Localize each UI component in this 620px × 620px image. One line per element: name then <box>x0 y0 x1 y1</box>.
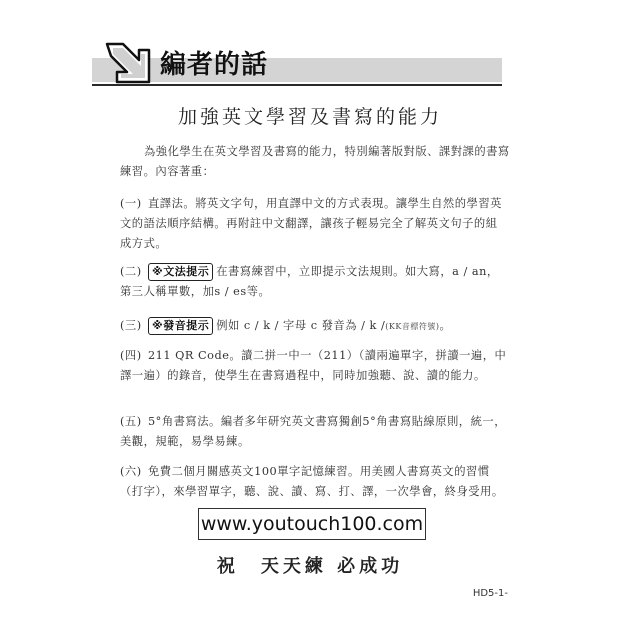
intro-paragraph: 為強化學生在英文學習及書寫的能力，特別編著版對版、課對課的書寫練習。內容著重： <box>120 145 510 178</box>
item-text: 211 QR Code。讀二拼一中一（211）（讀兩遍單字，拼讀一遍，中譯一遍）的錄音，使學生在書寫過程中，同時加強聽、說、讀的能力。 <box>120 349 507 382</box>
list-item <box>120 346 508 386</box>
website-url: www.youtouch100.com <box>198 508 426 540</box>
item-number: (五) <box>120 415 142 428</box>
item-text: 免費二個月關感英文100單字記憶練習。用美國人書寫英文的習慣（打字），來學習單字，聽、說、讀、寫、打、譯，一次學會，終身受用。 <box>120 465 504 498</box>
header-bar <box>92 58 502 82</box>
item-number: (一) <box>120 197 142 210</box>
item-number: (六) <box>120 465 142 478</box>
page-title: 加強英文學習及書寫的能力 <box>177 106 442 128</box>
item-text: 例如 c / k / 字母 c 發音為 / k / <box>216 319 386 332</box>
item-text: 5°角書寫法。編者多年研究英文書寫獨創5°角書寫貼線原則，統一，美觀，規範，易學易練。 <box>120 415 506 448</box>
closing-phrase: 祝 天天練 必成功 <box>216 556 404 577</box>
list-item <box>120 412 508 452</box>
item-text: 在書寫練習中，立即提示文法規則。如大寫，a / an，第三人稱單數，加s / es等。 <box>120 265 499 298</box>
kk-note: (KK音標符號) <box>385 322 440 331</box>
arrow-pointer-icon <box>103 40 153 86</box>
item-number: (三) <box>120 319 142 332</box>
header-underline <box>92 84 502 86</box>
pronunciation-tip-badge: ※發音提示 <box>148 317 213 335</box>
item-text: 直譯法。將英文字句，用直譯中文的方式表現。讓學生自然的學習英文的語法順序結構。再附註中文翻譯，讓孩子輕易完全了解英文句子的組成方式。 <box>120 197 502 250</box>
list-item <box>120 316 508 337</box>
item-number: (二) <box>120 265 142 278</box>
list-item <box>120 262 508 302</box>
item-end: 。 <box>439 319 452 332</box>
page-number: HD5-1- <box>472 588 508 599</box>
header-title: 編者的話 <box>160 50 269 80</box>
list-item <box>120 194 508 254</box>
item-number: (四) <box>120 349 142 362</box>
list-item <box>120 462 508 502</box>
grammar-tip-badge: ※文法提示 <box>148 263 213 281</box>
